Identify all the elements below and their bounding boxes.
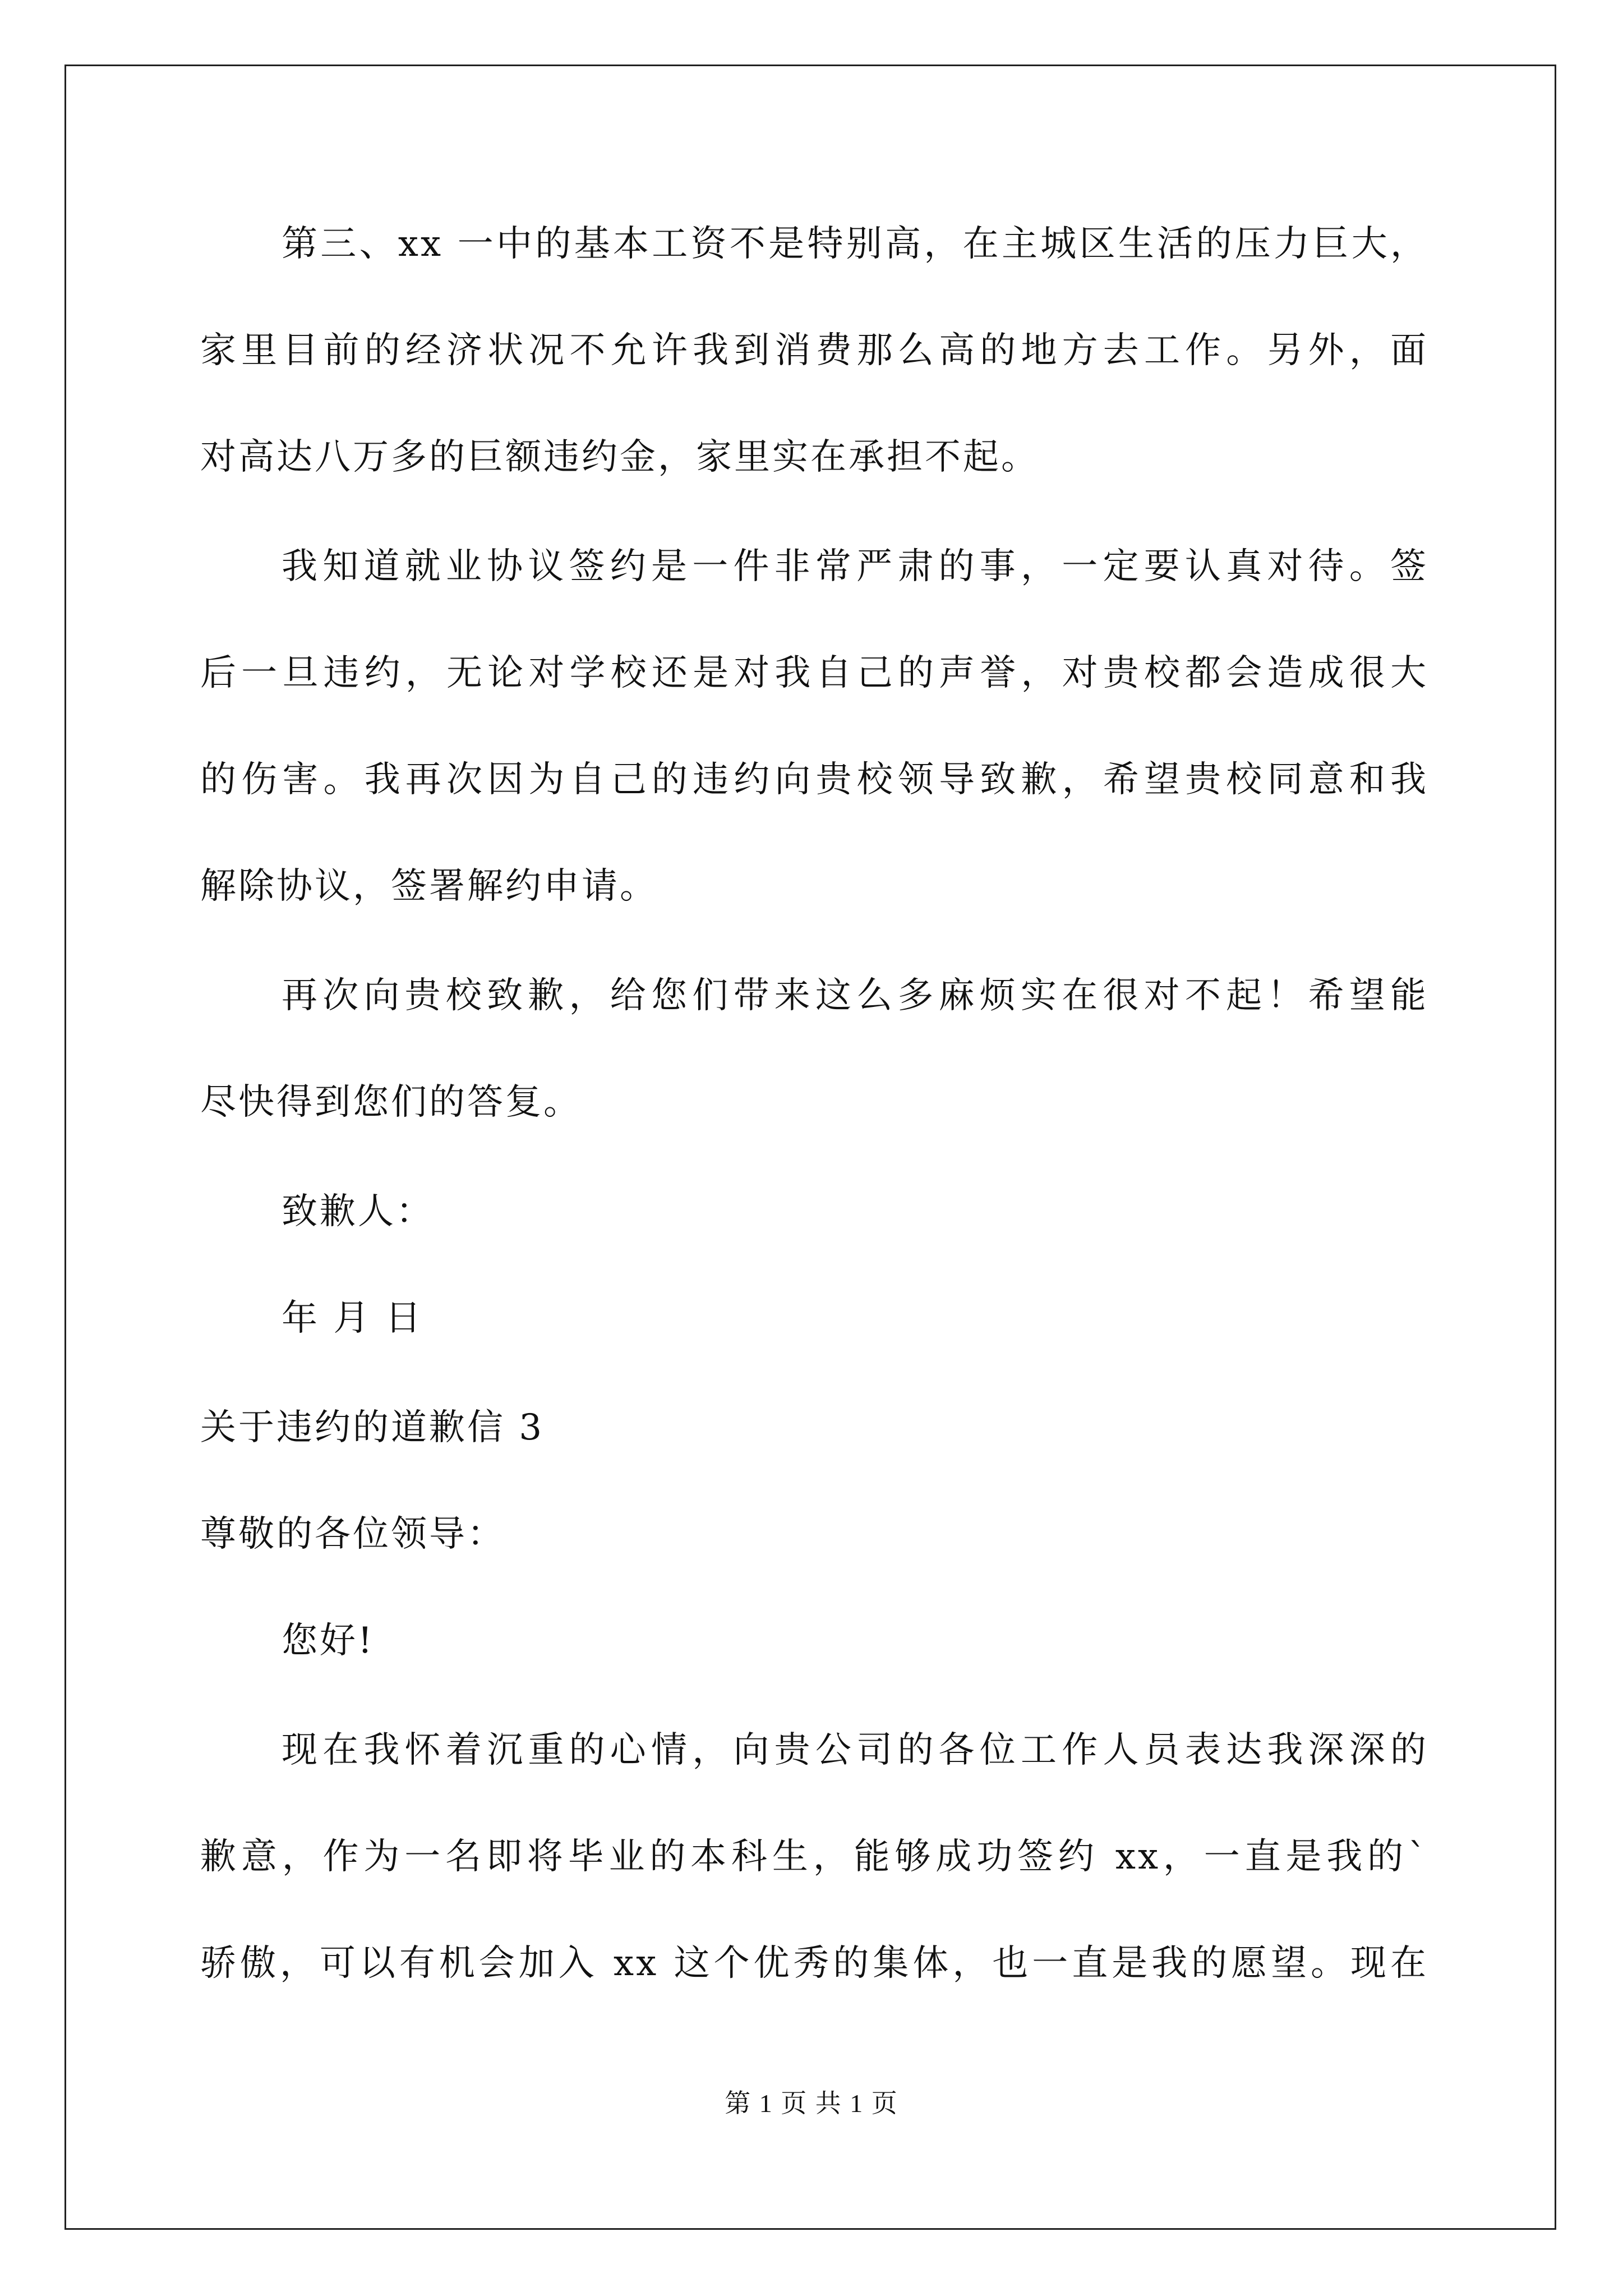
paragraph-line: 再次向贵校致歉，给您们带来这么多麻烦实在很对不起！希望能: [282, 975, 1428, 1016]
paragraph-line: 解除协议，签署解约申请。: [200, 866, 658, 907]
paragraph-line: 尽快得到您们的答复。: [200, 1082, 582, 1123]
salutation: 尊敬的各位领导：: [200, 1513, 505, 1555]
paragraph-line: 家里目前的经济状况不允许我到消费那么高的地方去工作。另外，面: [200, 330, 1428, 371]
page-border: [64, 65, 1556, 2230]
page-footer: 第 1 页 共 1 页: [725, 2089, 898, 2118]
paragraph-line: 骄傲，可以有机会加入 xx 这个优秀的集体，也一直是我的愿望。现在: [200, 1943, 1428, 1984]
section-title: 关于违约的道歉信 3: [200, 1407, 545, 1448]
greeting: 您好!: [282, 1620, 375, 1662]
signature-label: 致歉人：: [282, 1191, 434, 1232]
paragraph-line: 我知道就业协议签约是一件非常严肃的事，一定要认真对待。签: [282, 546, 1428, 587]
paragraph-line: 的伤害。我再次因为自己的违约向贵校领导致歉，希望贵校同意和我: [200, 759, 1428, 800]
paragraph-line: 歉意，作为一名即将毕业的本科生，能够成功签约 xx，一直是我的`: [200, 1836, 1428, 1878]
paragraph-line: 现在我怀着沉重的心情，向贵公司的各位工作人员表达我深深的: [282, 1729, 1428, 1771]
paragraph-line: 第三、xx 一中的基本工资不是特别高，在主城区生活的压力巨大，: [282, 223, 1428, 265]
paragraph-line: 后一旦违约，无论对学校还是对我自己的声誉，对贵校都会造成很大: [200, 652, 1428, 694]
paragraph-line: 对高达八万多的巨额违约金，家里实在承担不起。: [200, 436, 1039, 478]
date-line: 年 月 日: [282, 1297, 423, 1339]
